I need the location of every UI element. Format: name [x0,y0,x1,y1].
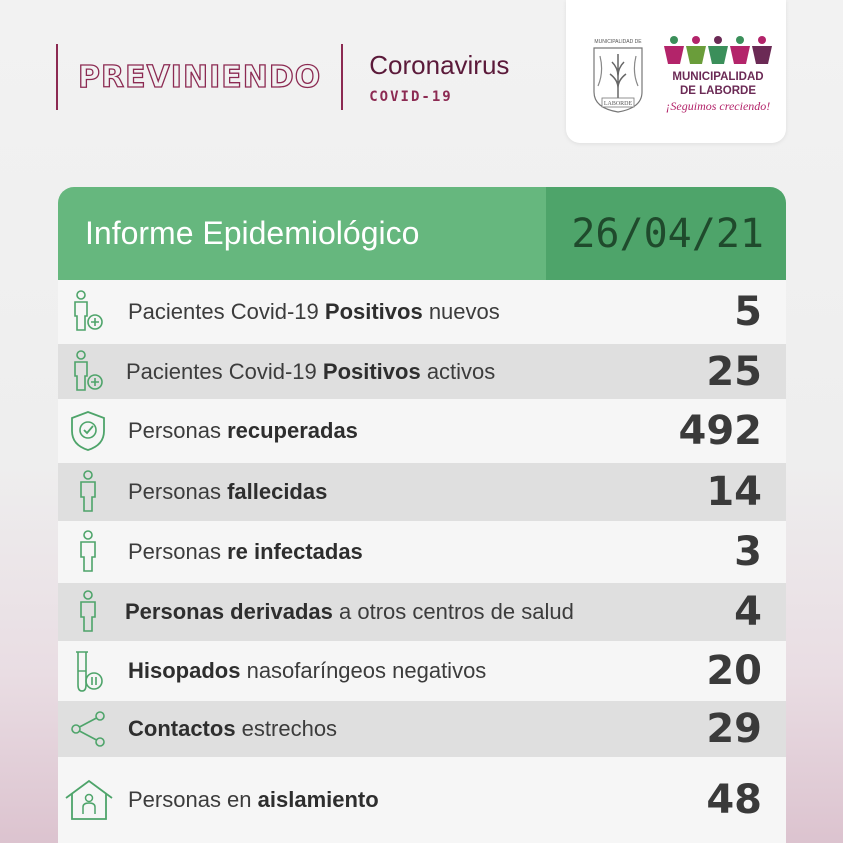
test-tube-icon [66,649,110,693]
stat-value: 20 [706,648,762,694]
stat-label: Personas fallecidas [128,479,328,504]
crest-label: LABORDE [603,101,633,107]
person-icon [66,530,110,574]
stat-row-recuperadas [58,399,786,463]
stat-label: Pacientes Covid-19 Positivos nuevos [128,299,500,324]
person-icon [66,590,110,634]
stat-label: Hisopados nasofaríngeos negativos [128,658,487,683]
stat-value: 5 [734,289,762,335]
house-person-icon [62,778,116,822]
stat-value: 492 [678,408,762,454]
stat-label: Personas recuperadas [128,418,358,443]
person-plus-icon [66,290,110,334]
topic-subtitle: COVID-19 [369,88,453,105]
stat-value: 29 [706,706,762,752]
person-plus-icon [66,350,110,394]
report-panel [58,187,786,843]
stat-row-fallecidas [58,463,786,521]
campaign-title: PREVINIENDO [78,59,322,95]
stat-value: 25 [706,348,762,395]
municipality-name: MUNICIPALIDAD DE LABORDE [672,71,764,97]
topic-title: Coronavirus [369,49,510,80]
stat-label: Pacientes Covid-19 Positivos activos [126,358,496,384]
report-header [58,187,786,280]
stat-row-positivos-nuevos [58,280,786,344]
divider [341,44,343,110]
stat-row-aislamiento [58,757,786,843]
report-date: 26/04/21 [546,187,786,280]
people-logo-icon [662,34,774,66]
share-icon [66,707,110,751]
stat-row-contactos [58,701,786,757]
person-icon [66,470,110,514]
stat-label: Personas re infectadas [128,539,363,564]
divider [56,44,58,110]
logo-card [566,0,786,143]
stat-row-hisopados [58,641,786,701]
report-title: Informe Epidemiológico [58,187,546,280]
stat-row-derivadas [58,583,786,641]
stat-label: Personas derivadas a otros centros de salud [125,599,574,624]
topic-block [369,50,509,105]
stat-value: 48 [706,777,762,823]
stat-label: Contactos estrechos [128,716,338,741]
stat-row-positivos-activos [58,344,786,399]
municipality-tagline: ¡Seguimos creciendo! [665,99,771,113]
municipal-crest-icon [590,32,646,114]
stat-value: 14 [706,469,762,515]
stat-label: Personas en aislamiento [128,787,379,812]
crest-top-label: MUNICIPALIDAD DE [594,39,642,45]
campaign-header [56,44,509,110]
stat-value: 4 [734,589,762,635]
stat-value: 3 [734,529,762,575]
shield-check-icon [66,409,110,453]
stat-row-re-infectadas [58,521,786,583]
